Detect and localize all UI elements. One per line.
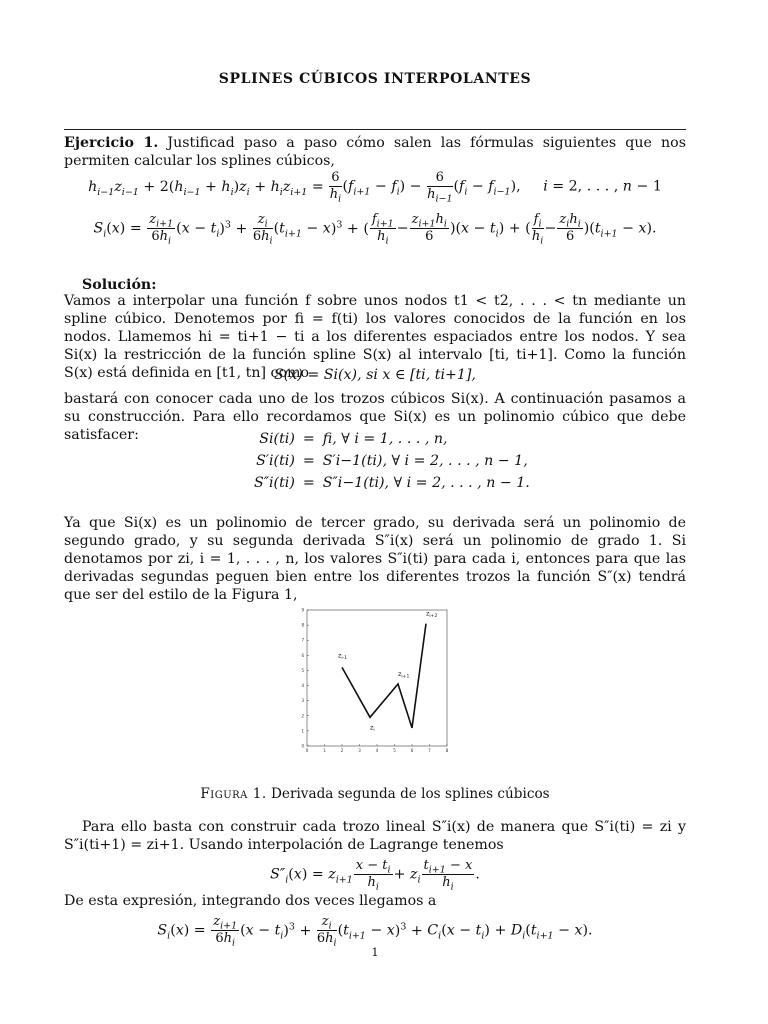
point-label: $z_i$ (370, 723, 375, 733)
x-tick-label: 7 (428, 748, 431, 753)
y-tick-label: 0 (301, 743, 304, 749)
condition-lhs: Si(ti) (259, 431, 295, 447)
exercise-statement (64, 134, 686, 170)
y-tick-label: 4 (301, 683, 304, 689)
equation-spline-definition: S(x) = Si(x), si x ∈ [ti, ti+1], (274, 367, 476, 383)
figure-caption-text: Derivada segunda de los splines cúbicos (266, 786, 550, 802)
y-tick-label: 3 (301, 698, 304, 704)
figure-1-plot (297, 604, 455, 754)
page-number: 1 (371, 946, 379, 959)
condition-rhs: fi, ∀ i = 1, . . . , n, (322, 431, 448, 447)
x-tick-label: 0 (305, 748, 309, 753)
point-label: $z_{i+2}$ (426, 609, 438, 620)
equation-1-condition: i = 2, . . . , n − 1 (543, 178, 662, 195)
y-tick-label: 9 (301, 607, 304, 613)
equation-2: $S_i(x)$ = $\frac{z_{i+1}}{6h_i}$ $(x - t_i)^3$ + $\frac{z_i}{6h_i}$ $(t_{i+1} - x)^3$ + ( $\frac{f_{i+1}}{h_i}$ − $\frac{z_{i+1}h_i}{6}$ )$(x - t_i)$ + ( $\frac{f_i}{h_i}$ − $\frac{z_ih_i}{6}$ )$(t_{i+1} - x)$. (93, 212, 657, 247)
document-page (64, 0, 686, 1024)
figure-caption-label: Figura 1. (200, 786, 267, 802)
y-tick-label: 1 (301, 728, 304, 734)
title-rule (64, 129, 686, 130)
equation-lagrange: $S''_i(x) = z_{i+1}$ $\frac{x - t_i}{h_i}$ + $z_i$ $\frac{t_{i+1} - x}{h_i}$ . (270, 858, 480, 893)
condition-lhs: S′i(ti) (256, 453, 295, 469)
condition-row: S″i(ti) = S″i−1(ti), ∀ i = 2, . . . , n − 1. (250, 472, 534, 494)
x-tick-label: 8 (445, 748, 449, 753)
figure-caption (64, 785, 686, 803)
condition-row: S′i(ti) = S′i−1(ti), ∀ i = 2, . . . , n − 1, (250, 450, 534, 472)
x-tick-label: 6 (410, 748, 414, 753)
y-tick-label: 5 (301, 667, 304, 673)
point-label: $z_{i+1}$ (398, 670, 410, 680)
solution-paragraph-5: De esta expresión, integrando dos veces llegamos a (64, 893, 437, 909)
exercise-label: Ejercicio 1. (64, 135, 159, 151)
exercise-text: Justificad paso a paso cómo salen las fórmulas siguientes que nos permiten calcular los splines cúbicos, (64, 135, 686, 169)
x-tick-label: 4 (375, 748, 379, 753)
condition-row: Si(ti) = fi, ∀ i = 1, . . . , n, (250, 428, 534, 450)
solution-paragraph-1: Vamos a interpolar una función f sobre unos nodos t1 < t2, . . . < tn mediante un spline cúbico. Denotemos por fi = f(ti) los valores conocidos de la función en los nodos. Llamemos hi = ti+1 − ti a los diferentes espaciados entre los nodos. Y sea Si(x) la restricción de la función spline S(x) al intervalo [ti, ti+1]. Como la función S(x) está definida en [t1, tn] como (64, 293, 686, 381)
spline-conditions (250, 428, 534, 494)
figure-1 (297, 604, 455, 754)
equation-integrated: $S_i(x)$ = $\frac{z_{i+1}}{6h_i}$ $(x - t_i)^3$ + $\frac{z_i}{6h_i}$ $(t_{i+1} - x)^3 + C_i(x - t_i) + D_i(t_{i+1} - x)$. (157, 914, 593, 949)
solution-paragraph-3: Ya que Si(x) es un polinomio de tercer grado, su derivada será un polinomio de segundo grado, y su segunda derivada S″i(x) será un polinomio de grado 1. Si denotamos por zi, i = 1, . . . , n, los valores S″i(ti) para cada i, entonces para que las derivadas segundas peguen bien entre los diferentes trozos la función S″(x) tendrá que ser del estilo de la Figura 1, (64, 515, 686, 603)
condition-rhs: S′i−1(ti), ∀ i = 2, . . . , n − 1, (322, 453, 528, 469)
condition-rhs: S″i−1(ti), ∀ i = 2, . . . , n − 1. (322, 475, 530, 491)
y-tick-label: 2 (301, 713, 304, 719)
solution-paragraph-4: Para ello basta con construir cada trozo lineal S″i(x) de manera que S″i(ti) = zi y S″i(ti+1) = zi+1. Usando interpolación de Lagrange tenemos (64, 819, 686, 853)
document-title: SPLINES CÚBICOS INTERPOLANTES (218, 71, 532, 87)
plot-frame (307, 610, 447, 746)
solution-label: Solución: (82, 277, 157, 293)
series-line (342, 624, 426, 728)
x-tick-label: 5 (393, 748, 396, 753)
equation-1: $h_{i-1}z_{i-1} + 2(h_{i-1} + h_i)z_i + h_iz_{i+1}$ = $\frac{6}{h_i}$ $(f_{i+1} - f_i)$ − $\frac{6}{h_{i-1}}$ $(f_i - f_{i-1})$, i = 2, . . . , n − 1 (88, 170, 662, 205)
condition-lhs: S″i(ti) (254, 475, 295, 491)
solution-paragraph-2: bastará con conocer cada uno de los trozos cúbicos Si(x). A continuación pasamos a su construcción. Para ello recordamos que Si(x) es un polinomio cúbico que debe satisfacer: (64, 391, 686, 443)
x-tick-label: 1 (323, 748, 326, 753)
y-tick-label: 8 (301, 622, 304, 628)
x-tick-label: 2 (340, 748, 344, 753)
x-tick-label: 3 (358, 748, 361, 753)
y-tick-label: 6 (301, 652, 304, 658)
point-label: $z_{i-1}$ (338, 651, 348, 661)
y-tick-label: 7 (301, 637, 304, 643)
